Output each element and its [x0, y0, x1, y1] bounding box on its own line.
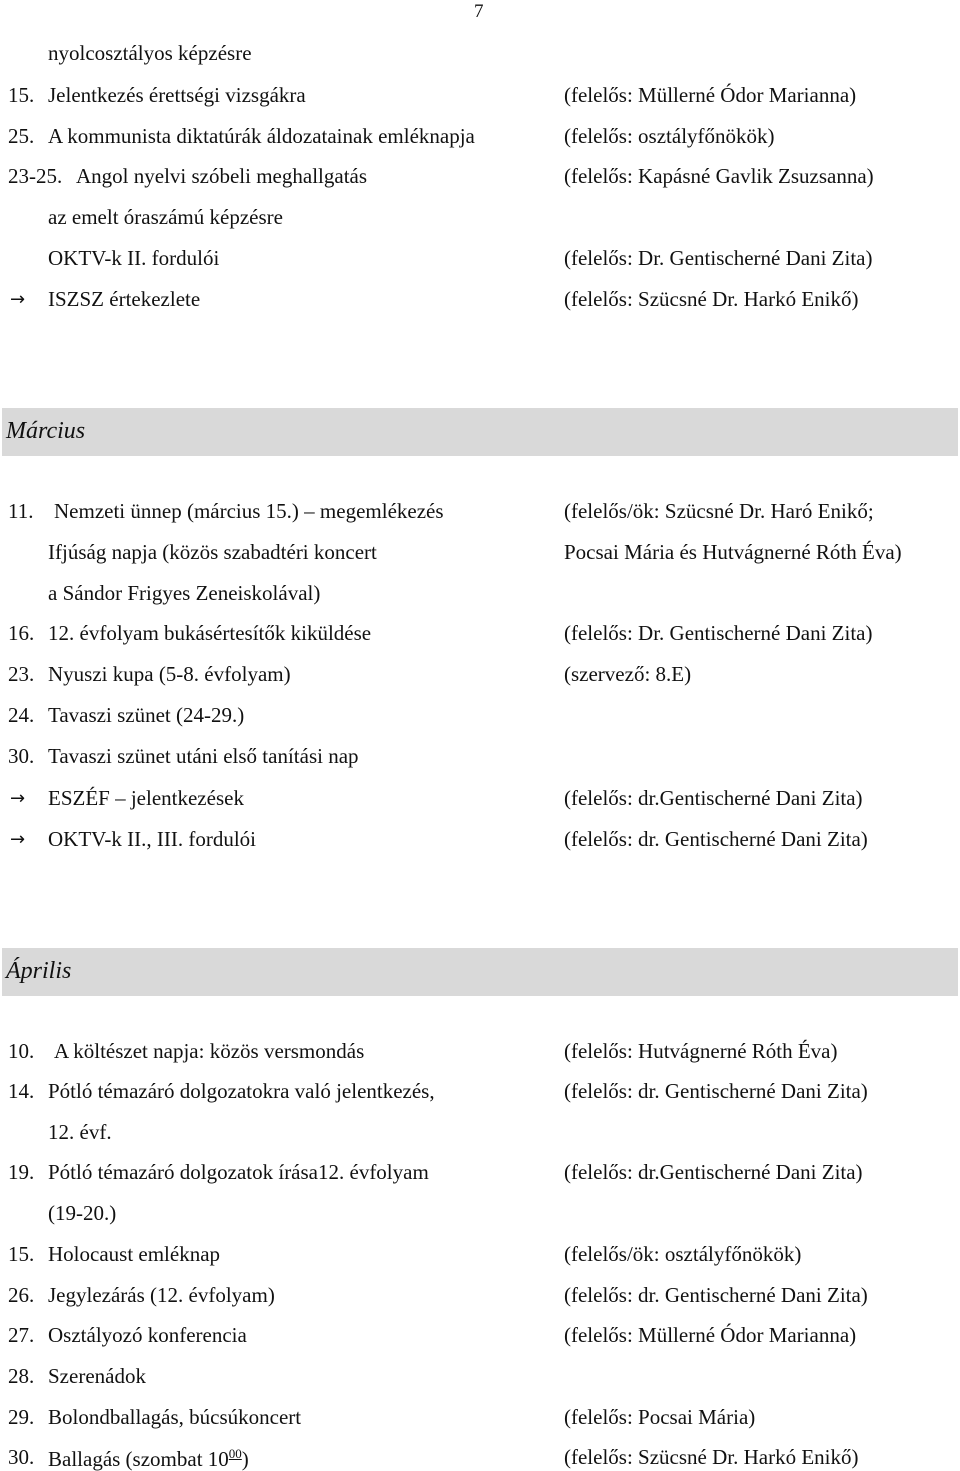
event-responsible: (felelős: dr. Gentischerné Dani Zita)	[564, 1283, 868, 1307]
event-text-part: jelentkezések	[130, 786, 244, 810]
event-text-part: )	[241, 1447, 249, 1471]
event-text: az emelt óraszámú képzésre	[48, 205, 283, 229]
event-text: Bolondballagás, búcsúkoncert	[48, 1405, 302, 1429]
event-text: (19-20.)	[48, 1201, 117, 1225]
event-date: 24.	[8, 703, 35, 727]
event-responsible: (felelős: dr. Gentischerné Dani Zita)	[564, 1079, 868, 1103]
event-date: 15.	[8, 1242, 35, 1266]
event-responsible: (felelős/ök: Szücsné Dr. Haró Enikő;	[564, 499, 874, 523]
event-text-part: megemlékezés	[319, 499, 444, 523]
arrow-right-icon: →	[10, 829, 26, 850]
event-date: 26.	[8, 1283, 35, 1307]
event-text: OKTV-k II., III. fordulói	[48, 827, 257, 851]
event-responsible: (felelős: Dr. Gentischerné Dani Zita)	[564, 621, 873, 645]
event-date: 16.	[8, 621, 35, 645]
event-date: 23.	[8, 662, 35, 686]
event-date: 14.	[8, 1079, 35, 1103]
event-date: 11.	[8, 499, 34, 523]
event-responsible: (felelős: Müllerné Ódor Marianna)	[564, 1323, 857, 1347]
event-text: Tavaszi szünet utáni első tanítási nap	[48, 744, 359, 768]
event-text: Pótló témazáró dolgozatok írása12. évfolyam	[48, 1160, 429, 1184]
event-responsible: (szervező: 8.E)	[564, 662, 692, 686]
continuation-line: nyolcosztályos képzésre	[48, 41, 252, 65]
event-text: a Sándor Frigyes Zeneiskolával)	[48, 581, 321, 605]
event-responsible: (felelős: dr. Gentischerné Dani Zita)	[564, 827, 868, 851]
event-responsible: (felelős: Szücsné Dr. Harkó Enikő)	[564, 1445, 859, 1469]
event-text: 12. évf.	[48, 1120, 112, 1144]
event-date: 30.	[8, 1445, 35, 1469]
event-responsible: (felelős: Szücsné Dr. Harkó Enikő)	[564, 287, 859, 311]
dash: –	[115, 786, 126, 810]
month-title: Március	[6, 418, 86, 444]
page-number: 7	[474, 1, 484, 22]
event-text	[48, 788, 244, 809]
event-text: Szerenádok	[48, 1364, 146, 1388]
event-text: Pótló témazáró dolgozatokra való jelentkezés,	[48, 1079, 435, 1103]
event-date: 15.	[8, 83, 35, 107]
event-responsible: (felelős: Müllerné Ódor Marianna)	[564, 83, 857, 107]
event-text: Nyuszi kupa (5-8. évfolyam)	[48, 662, 291, 686]
event-date: 30.	[8, 744, 35, 768]
event-responsible: (felelős: Hutvágnerné Róth Éva)	[564, 1039, 838, 1063]
event-responsible: (felelős: dr.Gentischerné Dani Zita)	[564, 1160, 863, 1184]
event-responsible: (felelős: osztályfőnökök)	[564, 124, 775, 148]
arrow-right-icon: →	[10, 289, 26, 310]
event-responsible: (felelős: Pocsai Mária)	[564, 1405, 756, 1429]
event-text-part: ESZÉF	[48, 786, 110, 810]
event-text: Jelentkezés érettségi vizsgákra	[48, 83, 306, 107]
event-date: 23-25.	[8, 164, 63, 188]
arrow-right-icon: →	[10, 788, 26, 809]
event-text: Osztályozó konferencia	[48, 1323, 247, 1347]
event-responsible: (felelős: Dr. Gentischerné Dani Zita)	[564, 246, 873, 270]
event-text-part: Ballagás (szombat 10	[48, 1447, 229, 1471]
event-text: Angol nyelvi szóbeli meghallgatás	[76, 164, 368, 188]
event-text: A kommunista diktatúrák áldozatainak emléknapja	[48, 124, 475, 148]
event-date: 27.	[8, 1323, 35, 1347]
month-heading-march	[2, 408, 958, 456]
event-date: 19.	[8, 1160, 35, 1184]
event-text: A költészet napja: közös versmondás	[54, 1039, 365, 1063]
time-superscript: 00	[228, 1446, 242, 1461]
event-date: 29.	[8, 1405, 35, 1429]
event-date: 25.	[8, 124, 35, 148]
event-text: Holocaust emléknap	[48, 1242, 221, 1266]
event-date: 10.	[8, 1039, 35, 1063]
month-heading-april	[2, 948, 958, 996]
event-responsible: (felelős: Kapásné Gavlik Zsuzsanna)	[564, 164, 874, 188]
event-text: Tavaszi szünet (24-29.)	[48, 703, 245, 727]
event-responsible: (felelős/ök: osztályfőnökök)	[564, 1242, 802, 1266]
event-text-part: Nemzeti ünnep (március 15.)	[54, 499, 299, 523]
event-text: Jegylezárás (12. évfolyam)	[48, 1283, 275, 1307]
event-text: ISZSZ értekezlete	[48, 287, 201, 311]
event-responsible: (felelős: dr.Gentischerné Dani Zita)	[564, 786, 863, 810]
event-responsible: Pocsai Mária és Hutvágnerné Róth Éva)	[564, 540, 902, 564]
dash: –	[304, 499, 315, 523]
event-text	[54, 501, 444, 522]
event-text: OKTV-k II. fordulói	[48, 246, 220, 270]
month-title: Április	[6, 958, 72, 984]
event-text: Ifjúság napja (közös szabadtéri koncert	[48, 540, 377, 564]
event-text	[48, 1447, 249, 1470]
event-text: 12. évfolyam bukásértesítők kiküldése	[48, 621, 372, 645]
event-date: 28.	[8, 1364, 35, 1388]
